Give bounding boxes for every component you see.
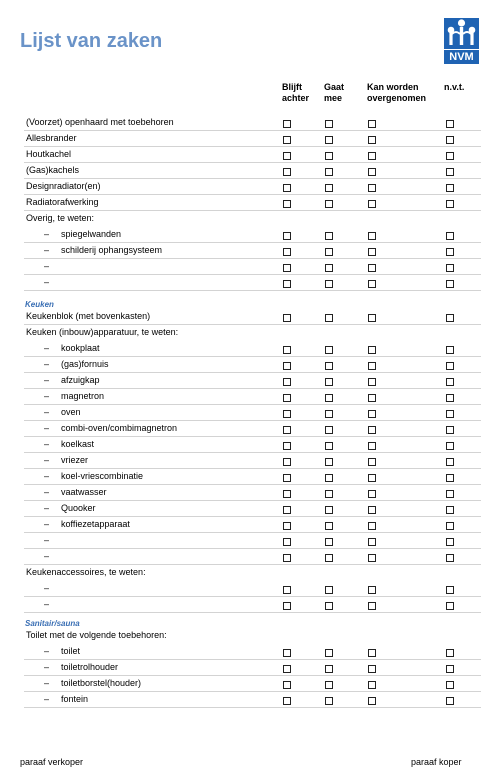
checklist-row [24, 275, 481, 291]
checkbox-gaat-mee[interactable] [325, 490, 333, 498]
checkbox-nvt[interactable] [446, 346, 454, 354]
item-label: koelkast [61, 439, 95, 449]
checkbox-kan-worden-overgenomen[interactable] [368, 474, 376, 482]
checkbox-blijft-achter[interactable] [283, 120, 291, 128]
checkbox-nvt[interactable] [446, 602, 454, 610]
checkbox-blijft-achter[interactable] [283, 314, 291, 322]
item-label: vriezer [61, 455, 89, 465]
checklist-row [24, 357, 481, 373]
item-label: koffiezetapparaat [61, 519, 130, 529]
checkbox-kan-worden-overgenomen[interactable] [368, 522, 376, 530]
checkbox-kan-worden-overgenomen[interactable] [368, 152, 376, 160]
group-row [24, 211, 481, 226]
checkbox-nvt[interactable] [446, 474, 454, 482]
checkbox-kan-worden-overgenomen[interactable] [368, 184, 376, 192]
bullet-dash: – [44, 599, 50, 609]
bullet-dash: – [44, 407, 50, 417]
bullet-dash: – [44, 343, 50, 353]
checklist-row [24, 341, 481, 357]
checklist-row [24, 373, 481, 389]
item-label: Designradiator(en) [26, 181, 101, 191]
item-label: (gas)fornuis [61, 359, 109, 369]
checkbox-blijft-achter[interactable] [283, 426, 291, 434]
checkbox-gaat-mee[interactable] [325, 184, 333, 192]
checkbox-kan-worden-overgenomen[interactable] [368, 248, 376, 256]
item-label: Radiatorafwerking [26, 197, 99, 207]
checkbox-gaat-mee[interactable] [325, 649, 333, 657]
checkbox-gaat-mee[interactable] [325, 152, 333, 160]
checkbox-nvt[interactable] [446, 506, 454, 514]
bullet-dash: – [44, 261, 50, 271]
checkbox-blijft-achter[interactable] [283, 168, 291, 176]
checkbox-gaat-mee[interactable] [325, 538, 333, 546]
item-label: toiletborstel(houder) [61, 678, 142, 688]
checklist-row [24, 259, 481, 275]
checkbox-gaat-mee[interactable] [325, 200, 333, 208]
checkbox-nvt[interactable] [446, 200, 454, 208]
checklist-row [24, 549, 481, 565]
column-header-nvt: n.v.t. [444, 82, 465, 92]
checkbox-kan-worden-overgenomen[interactable] [368, 458, 376, 466]
checkbox-blijft-achter[interactable] [283, 554, 291, 562]
column-header-blijft-achter: Blijft achter [282, 82, 310, 103]
checkbox-blijft-achter[interactable] [283, 506, 291, 514]
checklist-row [24, 405, 481, 421]
checkbox-kan-worden-overgenomen[interactable] [368, 200, 376, 208]
checkbox-kan-worden-overgenomen[interactable] [368, 346, 376, 354]
item-label: combi-oven/combimagnetron [61, 423, 178, 433]
checkbox-nvt[interactable] [446, 232, 454, 240]
item-label: kookplaat [61, 343, 100, 353]
item-label: Allesbrander [26, 133, 77, 143]
checkbox-blijft-achter[interactable] [283, 394, 291, 402]
item-label: (Gas)kachels [26, 165, 80, 175]
checkbox-gaat-mee[interactable] [325, 426, 333, 434]
checkbox-kan-worden-overgenomen[interactable] [368, 586, 376, 594]
checkbox-kan-worden-overgenomen[interactable] [368, 665, 376, 673]
item-label: magnetron [61, 391, 105, 401]
item-label: schilderij ophangsysteem [61, 245, 163, 255]
checkbox-kan-worden-overgenomen[interactable] [368, 442, 376, 450]
column-header-gaat-mee: Gaat mee [324, 82, 345, 103]
checkbox-nvt[interactable] [446, 248, 454, 256]
item-label: spiegelwanden [61, 229, 122, 239]
checkbox-gaat-mee[interactable] [325, 586, 333, 594]
checkbox-nvt[interactable] [446, 522, 454, 530]
checkbox-blijft-achter[interactable] [283, 490, 291, 498]
nvm-logo-icon [444, 18, 479, 49]
bullet-dash: – [44, 694, 50, 704]
checkbox-blijft-achter[interactable] [283, 522, 291, 530]
checklist-row [24, 437, 481, 453]
bullet-dash: – [44, 487, 50, 497]
checkbox-kan-worden-overgenomen[interactable] [368, 136, 376, 144]
checklist-row [24, 195, 481, 211]
checkbox-blijft-achter[interactable] [283, 681, 291, 689]
checkbox-kan-worden-overgenomen[interactable] [368, 314, 376, 322]
checklist-row [24, 692, 481, 708]
checkbox-nvt[interactable] [446, 120, 454, 128]
checkbox-nvt[interactable] [446, 362, 454, 370]
checkbox-gaat-mee[interactable] [325, 522, 333, 530]
checkbox-gaat-mee[interactable] [325, 346, 333, 354]
checklist-row [24, 115, 481, 131]
checklist-row [24, 163, 481, 179]
checklist-row [24, 179, 481, 195]
checkbox-blijft-achter[interactable] [283, 232, 291, 240]
bullet-dash: – [44, 245, 50, 255]
checkbox-nvt[interactable] [446, 442, 454, 450]
checkbox-blijft-achter[interactable] [283, 665, 291, 673]
checkbox-blijft-achter[interactable] [283, 184, 291, 192]
bullet-dash: – [44, 519, 50, 529]
group-row [24, 325, 481, 340]
checkbox-kan-worden-overgenomen[interactable] [368, 280, 376, 288]
group-label: Overig, te weten: [26, 213, 95, 223]
bullet-dash: – [44, 439, 50, 449]
bullet-dash: – [44, 359, 50, 369]
bullet-dash: – [44, 646, 50, 656]
item-label: vaatwasser [61, 487, 107, 497]
checkbox-kan-worden-overgenomen[interactable] [368, 554, 376, 562]
checkbox-kan-worden-overgenomen[interactable] [368, 394, 376, 402]
checklist-row [24, 453, 481, 469]
checkbox-kan-worden-overgenomen[interactable] [368, 490, 376, 498]
checkbox-blijft-achter[interactable] [283, 697, 291, 705]
checkbox-gaat-mee[interactable] [325, 442, 333, 450]
item-label: toiletrolhouder [61, 662, 119, 672]
checkbox-nvt[interactable] [446, 490, 454, 498]
checklist-row [24, 485, 481, 501]
checkbox-nvt[interactable] [446, 280, 454, 288]
checkbox-gaat-mee[interactable] [325, 506, 333, 514]
checklist-row [24, 501, 481, 517]
group-label: Toilet met de volgende toebehoren: [26, 630, 167, 640]
checkbox-blijft-achter[interactable] [283, 152, 291, 160]
item-label: Keukenblok (met bovenkasten) [26, 311, 151, 321]
bullet-dash: – [44, 423, 50, 433]
checkbox-gaat-mee[interactable] [325, 362, 333, 370]
bullet-dash: – [44, 678, 50, 688]
item-label: oven [61, 407, 81, 417]
checkbox-blijft-achter[interactable] [283, 280, 291, 288]
checkbox-nvt[interactable] [446, 649, 454, 657]
checkbox-nvt[interactable] [446, 665, 454, 673]
bullet-dash: – [44, 391, 50, 401]
checklist-row [24, 243, 481, 259]
checkbox-kan-worden-overgenomen[interactable] [368, 538, 376, 546]
checklist-row [24, 309, 481, 325]
checkbox-nvt[interactable] [446, 458, 454, 466]
checklist-row [24, 131, 481, 147]
checkbox-gaat-mee[interactable] [325, 681, 333, 689]
group-label: Keukenaccessoires, te weten: [26, 567, 146, 577]
checkbox-blijft-achter[interactable] [283, 442, 291, 450]
checkbox-blijft-achter[interactable] [283, 458, 291, 466]
checkbox-nvt[interactable] [446, 264, 454, 272]
checkbox-blijft-achter[interactable] [283, 346, 291, 354]
checkbox-kan-worden-overgenomen[interactable] [368, 426, 376, 434]
checkbox-nvt[interactable] [446, 410, 454, 418]
checkbox-gaat-mee[interactable] [325, 665, 333, 673]
checklist-row [24, 660, 481, 676]
checkbox-gaat-mee[interactable] [325, 248, 333, 256]
checklist-row [24, 469, 481, 485]
checkbox-gaat-mee[interactable] [325, 474, 333, 482]
checkbox-kan-worden-overgenomen[interactable] [368, 506, 376, 514]
checkbox-nvt[interactable] [446, 586, 454, 594]
checkbox-gaat-mee[interactable] [325, 394, 333, 402]
checkbox-blijft-achter[interactable] [283, 136, 291, 144]
checkbox-blijft-achter[interactable] [283, 474, 291, 482]
checkbox-kan-worden-overgenomen[interactable] [368, 264, 376, 272]
checkbox-gaat-mee[interactable] [325, 554, 333, 562]
checklist-row [24, 421, 481, 437]
group-row [24, 565, 481, 580]
checkbox-nvt[interactable] [446, 697, 454, 705]
checkbox-nvt[interactable] [446, 426, 454, 434]
section-heading: Sanitair/sauna [25, 619, 80, 628]
checkbox-gaat-mee[interactable] [325, 136, 333, 144]
checkbox-kan-worden-overgenomen[interactable] [368, 232, 376, 240]
checkbox-gaat-mee[interactable] [325, 602, 333, 610]
checkbox-blijft-achter[interactable] [283, 586, 291, 594]
logo-text: NVM [444, 50, 479, 64]
checkbox-blijft-achter[interactable] [283, 649, 291, 657]
checkbox-blijft-achter[interactable] [283, 264, 291, 272]
checkbox-kan-worden-overgenomen[interactable] [368, 378, 376, 386]
checkbox-nvt[interactable] [446, 184, 454, 192]
checklist-row [24, 389, 481, 405]
bullet-dash: – [44, 535, 50, 545]
checklist-row [24, 597, 481, 613]
checkbox-nvt[interactable] [446, 168, 454, 176]
checklist-row [24, 676, 481, 692]
checklist-row [24, 533, 481, 549]
checkbox-gaat-mee[interactable] [325, 410, 333, 418]
bullet-dash: – [44, 229, 50, 239]
checkbox-nvt[interactable] [446, 554, 454, 562]
item-label: Quooker [61, 503, 96, 513]
checkbox-kan-worden-overgenomen[interactable] [368, 697, 376, 705]
checkbox-nvt[interactable] [446, 152, 454, 160]
column-header-kan-worden-overgenomen: Kan worden overgenomen [367, 82, 427, 103]
checkbox-blijft-achter[interactable] [283, 378, 291, 386]
checkbox-blijft-achter[interactable] [283, 362, 291, 370]
checkbox-nvt[interactable] [446, 314, 454, 322]
checkbox-gaat-mee[interactable] [325, 458, 333, 466]
checkbox-kan-worden-overgenomen[interactable] [368, 120, 376, 128]
checkbox-gaat-mee[interactable] [325, 314, 333, 322]
checklist-row [24, 147, 481, 163]
group-label: Keuken (inbouw)apparatuur, te weten: [26, 327, 179, 337]
section-heading: Keuken [25, 300, 54, 309]
checkbox-nvt[interactable] [446, 538, 454, 546]
item-label: toilet [61, 646, 81, 656]
bullet-dash: – [44, 551, 50, 561]
checklist-row [24, 517, 481, 533]
checkbox-gaat-mee[interactable] [325, 378, 333, 386]
bullet-dash: – [44, 471, 50, 481]
checkbox-nvt[interactable] [446, 681, 454, 689]
checkbox-gaat-mee[interactable] [325, 697, 333, 705]
checkbox-nvt[interactable] [446, 394, 454, 402]
checkbox-blijft-achter[interactable] [283, 602, 291, 610]
checkbox-blijft-achter[interactable] [283, 200, 291, 208]
checkbox-kan-worden-overgenomen[interactable] [368, 602, 376, 610]
checkbox-kan-worden-overgenomen[interactable] [368, 362, 376, 370]
checkbox-kan-worden-overgenomen[interactable] [368, 410, 376, 418]
checkbox-nvt[interactable] [446, 378, 454, 386]
checkbox-kan-worden-overgenomen[interactable] [368, 168, 376, 176]
item-label: afzuigkap [61, 375, 100, 385]
page-title: Lijst van zaken [20, 30, 163, 52]
signature-seller-label: paraaf verkoper [20, 757, 84, 767]
checkbox-gaat-mee[interactable] [325, 120, 333, 128]
checklist-row [24, 227, 481, 243]
bullet-dash: – [44, 503, 50, 513]
checklist-row [24, 644, 481, 660]
item-label: (Voorzet) openhaard met toebehoren [26, 117, 174, 127]
item-label: Houtkachel [26, 149, 72, 159]
checkbox-blijft-achter[interactable] [283, 410, 291, 418]
bullet-dash: – [44, 662, 50, 672]
bullet-dash: – [44, 583, 50, 593]
checkbox-kan-worden-overgenomen[interactable] [368, 649, 376, 657]
checkbox-gaat-mee[interactable] [325, 280, 333, 288]
checkbox-gaat-mee[interactable] [325, 168, 333, 176]
checkbox-gaat-mee[interactable] [325, 264, 333, 272]
signature-buyer-label: paraaf koper [411, 757, 462, 767]
item-label: fontein [61, 694, 89, 704]
bullet-dash: – [44, 277, 50, 287]
checkbox-gaat-mee[interactable] [325, 232, 333, 240]
group-row [24, 628, 481, 643]
checkbox-blijft-achter[interactable] [283, 538, 291, 546]
checkbox-nvt[interactable] [446, 136, 454, 144]
bullet-dash: – [44, 375, 50, 385]
checkbox-kan-worden-overgenomen[interactable] [368, 681, 376, 689]
bullet-dash: – [44, 455, 50, 465]
checkbox-blijft-achter[interactable] [283, 248, 291, 256]
checklist-row [24, 581, 481, 597]
item-label: koel-vriescombinatie [61, 471, 144, 481]
